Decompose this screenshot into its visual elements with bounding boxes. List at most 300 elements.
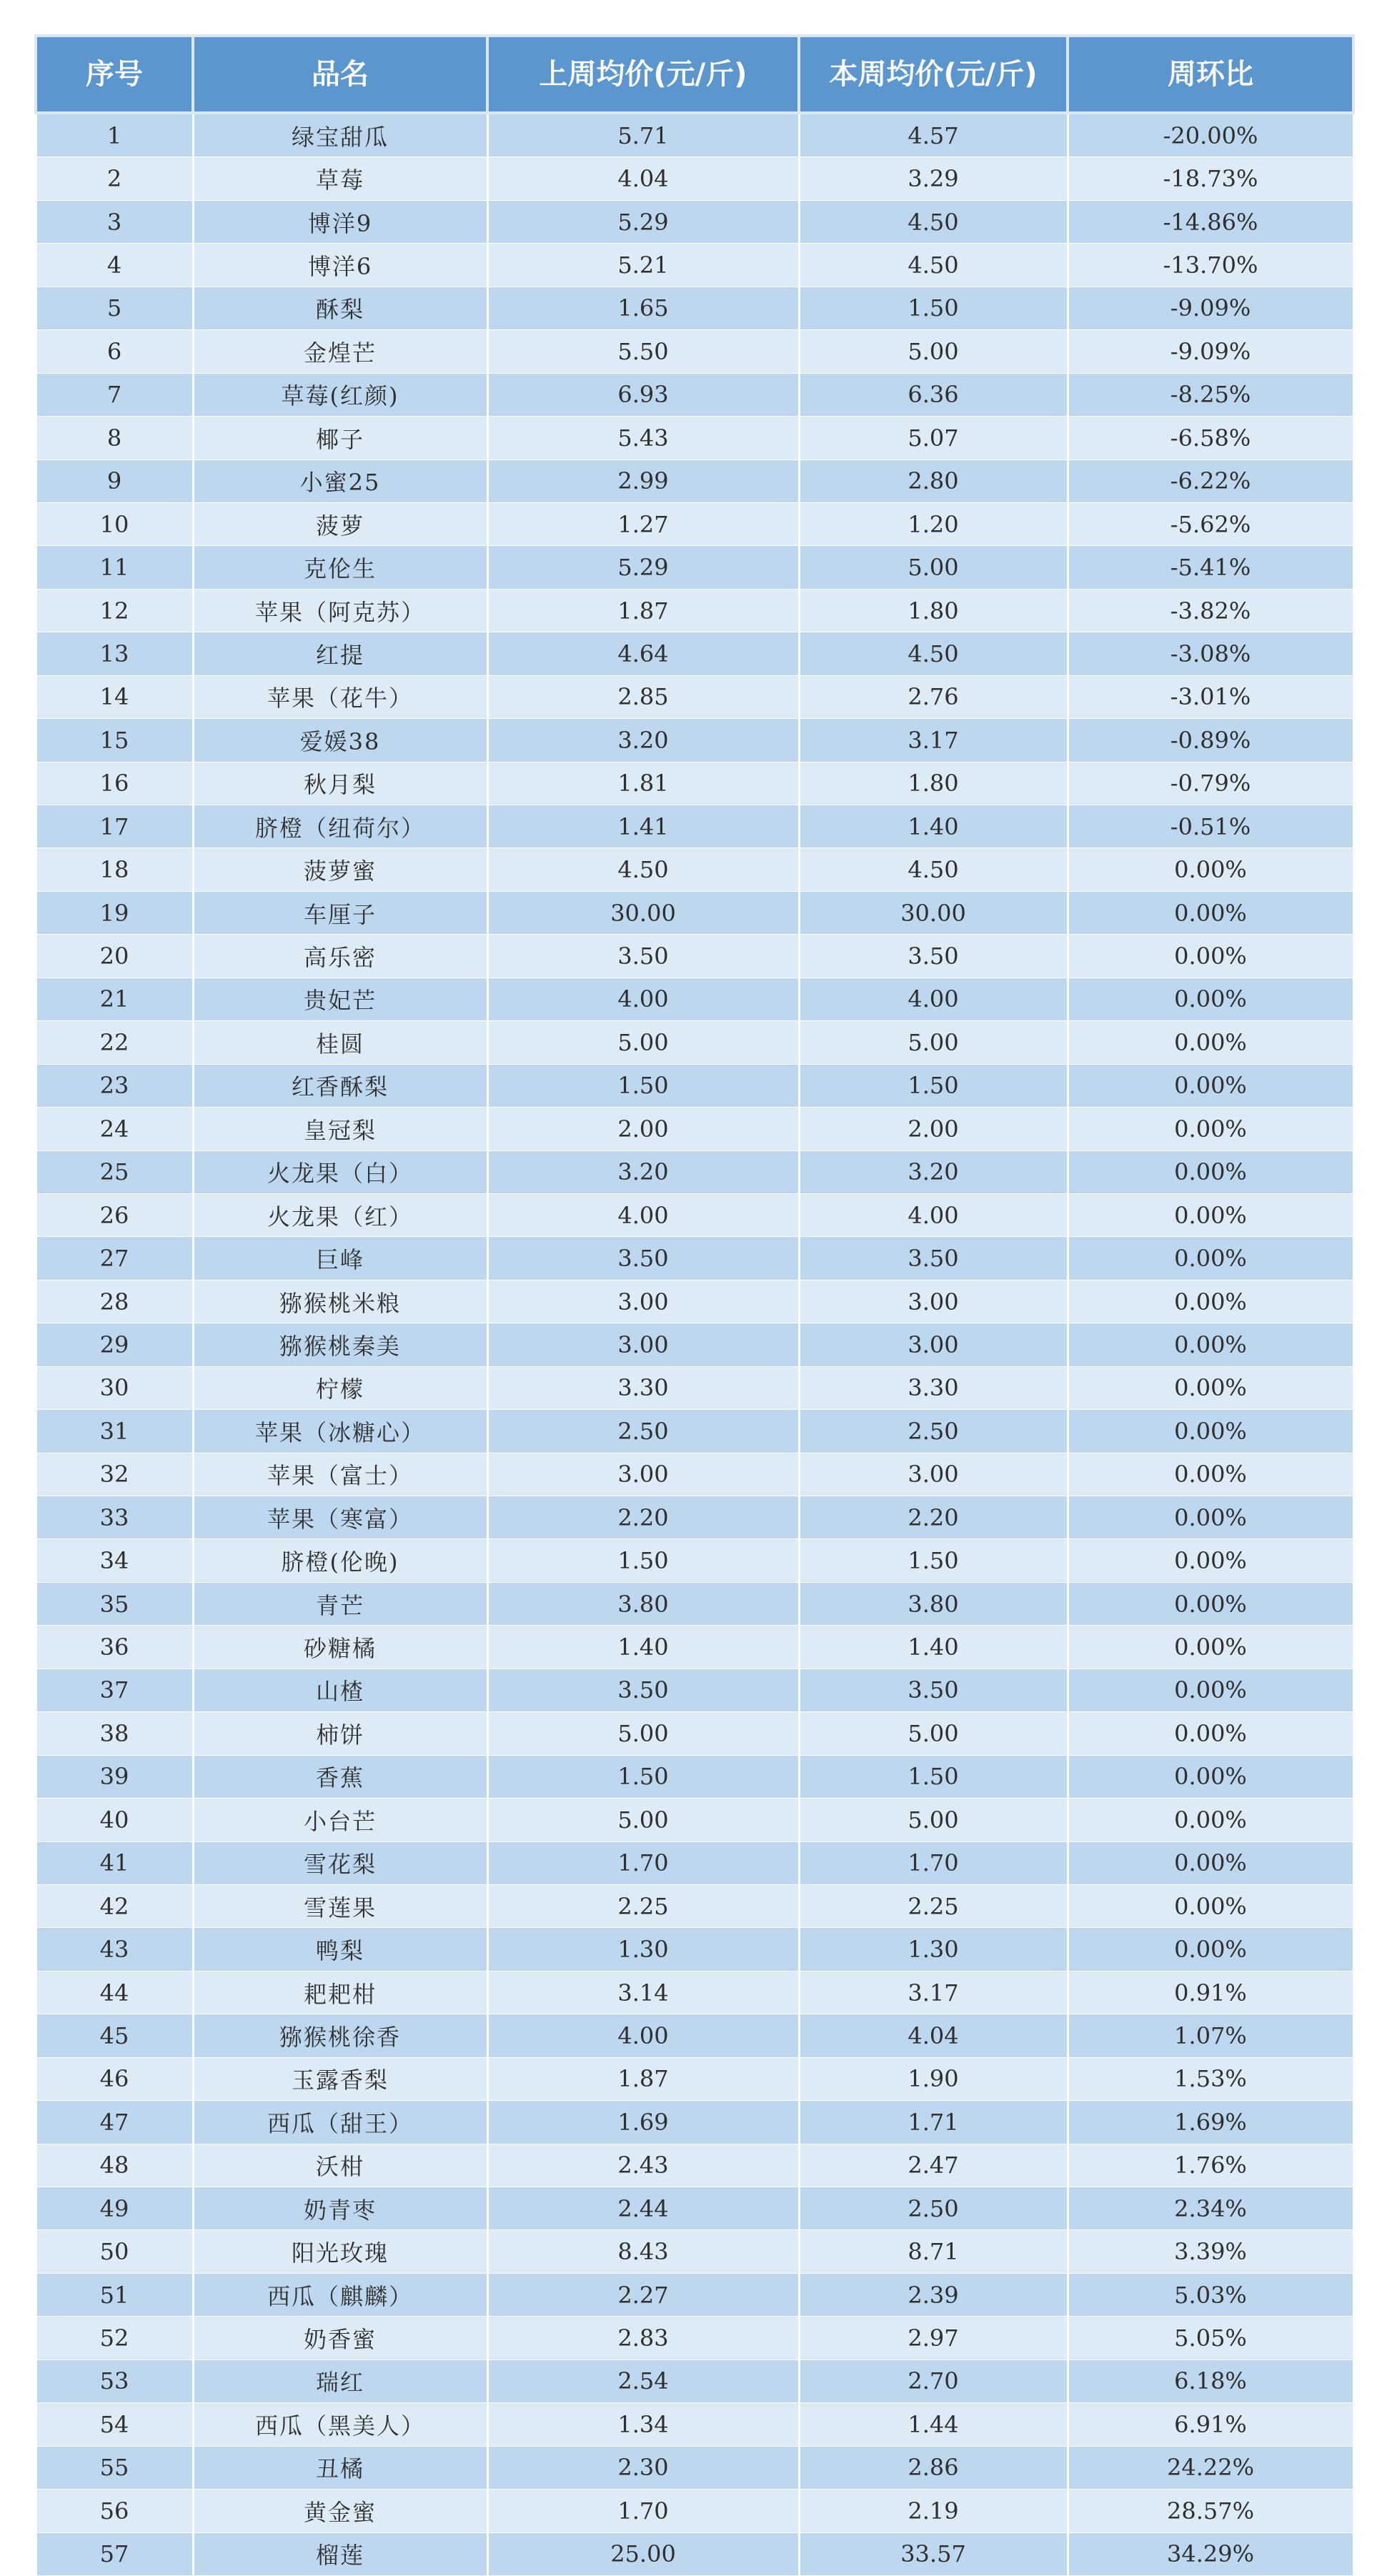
cell-product-name: 苹果（阿克苏） xyxy=(193,589,487,632)
cell-last-week-price: 3.50 xyxy=(487,1669,799,1711)
table-row xyxy=(36,891,1353,934)
cell-product-name: 脐橙(伦晚) xyxy=(193,1539,487,1582)
cell-this-week-price: 1.70 xyxy=(799,1841,1068,1884)
cell-last-week-price: 2.25 xyxy=(487,1884,799,1927)
cell-week-change: 1.53% xyxy=(1068,2057,1353,2100)
cell-last-week-price: 3.50 xyxy=(487,935,799,978)
cell-this-week-price: 1.44 xyxy=(799,2403,1068,2446)
table-row xyxy=(36,200,1353,243)
cell-last-week-price: 1.65 xyxy=(487,287,799,329)
cell-index: 54 xyxy=(36,2403,193,2446)
cell-week-change: -9.09% xyxy=(1068,287,1353,329)
cell-this-week-price: 3.00 xyxy=(799,1280,1068,1323)
cell-index: 51 xyxy=(36,2273,193,2316)
table-row xyxy=(36,1755,1353,1798)
cell-this-week-price: 3.17 xyxy=(799,1971,1068,2014)
cell-week-change: 0.00% xyxy=(1068,1410,1353,1453)
cell-last-week-price: 1.27 xyxy=(487,502,799,545)
table-row xyxy=(36,1496,1353,1539)
table-row xyxy=(36,1108,1353,1150)
cell-product-name: 西瓜（甜王） xyxy=(193,2101,487,2144)
cell-week-change: -0.89% xyxy=(1068,719,1353,762)
cell-last-week-price: 2.83 xyxy=(487,2317,799,2359)
cell-last-week-price: 2.54 xyxy=(487,2359,799,2402)
cell-last-week-price: 1.50 xyxy=(487,1755,799,1798)
table-row xyxy=(36,1193,1353,1236)
cell-product-name: 榴莲 xyxy=(193,2532,487,2575)
table-row xyxy=(36,2273,1353,2316)
cell-week-change: 1.69% xyxy=(1068,2101,1353,2144)
cell-index: 3 xyxy=(36,200,193,243)
cell-week-change: -3.08% xyxy=(1068,632,1353,675)
table-row xyxy=(36,459,1353,502)
cell-product-name: 柿饼 xyxy=(193,1712,487,1755)
table-row xyxy=(36,1582,1353,1625)
cell-this-week-price: 2.39 xyxy=(799,2273,1068,2316)
cell-last-week-price: 4.04 xyxy=(487,157,799,200)
cell-index: 21 xyxy=(36,978,193,1020)
cell-index: 49 xyxy=(36,2187,193,2230)
cell-week-change: 0.00% xyxy=(1068,1064,1353,1107)
cell-index: 29 xyxy=(36,1323,193,1366)
cell-product-name: 桂圆 xyxy=(193,1021,487,1064)
cell-index: 37 xyxy=(36,1669,193,1711)
cell-last-week-price: 3.50 xyxy=(487,1237,799,1280)
table-row xyxy=(36,330,1353,373)
cell-last-week-price: 1.70 xyxy=(487,1841,799,1884)
cell-product-name: 草莓 xyxy=(193,157,487,200)
cell-this-week-price: 1.71 xyxy=(799,2101,1068,2144)
cell-week-change: 28.57% xyxy=(1068,2490,1353,2532)
cell-product-name: 丑橘 xyxy=(193,2446,487,2489)
cell-week-change: 0.00% xyxy=(1068,1928,1353,1971)
cell-index: 31 xyxy=(36,1410,193,1453)
cell-last-week-price: 5.29 xyxy=(487,546,799,589)
cell-this-week-price: 5.00 xyxy=(799,1712,1068,1755)
table-row xyxy=(36,1410,1353,1453)
cell-index: 40 xyxy=(36,1799,193,1841)
cell-last-week-price: 5.21 xyxy=(487,244,799,287)
cell-week-change: 0.91% xyxy=(1068,1971,1353,2014)
table-row xyxy=(36,805,1353,848)
cell-week-change: 3.39% xyxy=(1068,2230,1353,2273)
cell-product-name: 火龙果（红） xyxy=(193,1193,487,1236)
table-row xyxy=(36,2144,1353,2187)
table-row xyxy=(36,244,1353,287)
header-last-week-price: 上周均价(元/斤) xyxy=(487,36,799,113)
table-row xyxy=(36,1280,1353,1323)
cell-index: 6 xyxy=(36,330,193,373)
cell-index: 27 xyxy=(36,1237,193,1280)
cell-index: 30 xyxy=(36,1366,193,1409)
header-row xyxy=(36,36,1353,113)
cell-last-week-price: 1.34 xyxy=(487,2403,799,2446)
table-row xyxy=(36,719,1353,762)
cell-this-week-price: 5.00 xyxy=(799,330,1068,373)
cell-last-week-price: 5.71 xyxy=(487,113,799,157)
cell-index: 26 xyxy=(36,1193,193,1236)
cell-this-week-price: 3.50 xyxy=(799,935,1068,978)
cell-this-week-price: 2.97 xyxy=(799,2317,1068,2359)
cell-week-change: 34.29% xyxy=(1068,2532,1353,2575)
cell-index: 52 xyxy=(36,2317,193,2359)
cell-product-name: 秋月梨 xyxy=(193,762,487,805)
cell-index: 33 xyxy=(36,1496,193,1539)
table-row xyxy=(36,2532,1353,2575)
table-row xyxy=(36,1712,1353,1755)
cell-last-week-price: 8.43 xyxy=(487,2230,799,2273)
cell-this-week-price: 5.00 xyxy=(799,546,1068,589)
cell-last-week-price: 2.44 xyxy=(487,2187,799,2230)
cell-this-week-price: 2.50 xyxy=(799,1410,1068,1453)
cell-last-week-price: 2.85 xyxy=(487,675,799,718)
cell-this-week-price: 2.76 xyxy=(799,675,1068,718)
cell-this-week-price: 5.00 xyxy=(799,1021,1068,1064)
cell-product-name: 脐橙（纽荷尔） xyxy=(193,805,487,848)
cell-index: 46 xyxy=(36,2057,193,2100)
cell-week-change: 0.00% xyxy=(1068,1453,1353,1496)
cell-last-week-price: 3.20 xyxy=(487,1150,799,1193)
table-row xyxy=(36,2490,1353,2532)
cell-last-week-price: 5.29 xyxy=(487,200,799,243)
cell-product-name: 黄金蜜 xyxy=(193,2490,487,2532)
cell-index: 57 xyxy=(36,2532,193,2575)
cell-week-change: 1.76% xyxy=(1068,2144,1353,2187)
cell-this-week-price: 2.70 xyxy=(799,2359,1068,2402)
cell-week-change: 0.00% xyxy=(1068,1755,1353,1798)
cell-product-name: 玉露香梨 xyxy=(193,2057,487,2100)
table-row xyxy=(36,502,1353,545)
cell-index: 36 xyxy=(36,1626,193,1669)
cell-index: 13 xyxy=(36,632,193,675)
cell-this-week-price: 2.19 xyxy=(799,2490,1068,2532)
cell-week-change: 5.05% xyxy=(1068,2317,1353,2359)
cell-week-change: 0.00% xyxy=(1068,1366,1353,1409)
cell-this-week-price: 2.25 xyxy=(799,1884,1068,1927)
cell-index: 42 xyxy=(36,1884,193,1927)
cell-last-week-price: 1.30 xyxy=(487,1928,799,1971)
cell-week-change: 5.03% xyxy=(1068,2273,1353,2316)
cell-index: 4 xyxy=(36,244,193,287)
cell-this-week-price: 1.50 xyxy=(799,1539,1068,1582)
cell-week-change: 0.00% xyxy=(1068,1150,1353,1193)
header-index: 序号 xyxy=(36,36,193,113)
cell-product-name: 猕猴桃米粮 xyxy=(193,1280,487,1323)
cell-this-week-price: 3.00 xyxy=(799,1323,1068,1366)
cell-product-name: 皇冠梨 xyxy=(193,1108,487,1150)
cell-last-week-price: 3.00 xyxy=(487,1323,799,1366)
cell-last-week-price: 2.43 xyxy=(487,2144,799,2187)
table-row xyxy=(36,2359,1353,2402)
table-row xyxy=(36,2403,1353,2446)
cell-last-week-price: 2.00 xyxy=(487,1108,799,1150)
cell-this-week-price: 2.86 xyxy=(799,2446,1068,2489)
cell-index: 28 xyxy=(36,1280,193,1323)
cell-week-change: -6.58% xyxy=(1068,417,1353,459)
cell-index: 45 xyxy=(36,2014,193,2057)
cell-product-name: 博洋9 xyxy=(193,200,487,243)
cell-index: 15 xyxy=(36,719,193,762)
table-row xyxy=(36,1237,1353,1280)
cell-index: 25 xyxy=(36,1150,193,1193)
cell-last-week-price: 4.00 xyxy=(487,978,799,1020)
cell-this-week-price: 4.50 xyxy=(799,200,1068,243)
cell-index: 18 xyxy=(36,848,193,891)
cell-week-change: -18.73% xyxy=(1068,157,1353,200)
cell-this-week-price: 2.47 xyxy=(799,2144,1068,2187)
cell-index: 1 xyxy=(36,113,193,157)
cell-product-name: 砂糖橘 xyxy=(193,1626,487,1669)
cell-product-name: 奶青枣 xyxy=(193,2187,487,2230)
cell-week-change: 0.00% xyxy=(1068,1193,1353,1236)
cell-this-week-price: 1.80 xyxy=(799,589,1068,632)
cell-product-name: 贵妃芒 xyxy=(193,978,487,1020)
cell-week-change: 0.00% xyxy=(1068,1884,1353,1927)
cell-this-week-price: 2.20 xyxy=(799,1496,1068,1539)
cell-this-week-price: 2.80 xyxy=(799,459,1068,502)
cell-week-change: 0.00% xyxy=(1068,1841,1353,1884)
cell-week-change: 1.07% xyxy=(1068,2014,1353,2057)
table-row xyxy=(36,1539,1353,1582)
table-row xyxy=(36,632,1353,675)
cell-product-name: 西瓜（黑美人） xyxy=(193,2403,487,2446)
table-row xyxy=(36,1021,1353,1064)
cell-index: 47 xyxy=(36,2101,193,2144)
cell-product-name: 瑞红 xyxy=(193,2359,487,2402)
cell-product-name: 爱媛38 xyxy=(193,719,487,762)
cell-index: 2 xyxy=(36,157,193,200)
cell-week-change: 0.00% xyxy=(1068,1280,1353,1323)
cell-index: 43 xyxy=(36,1928,193,1971)
cell-last-week-price: 4.64 xyxy=(487,632,799,675)
cell-this-week-price: 1.90 xyxy=(799,2057,1068,2100)
table-row xyxy=(36,1971,1353,2014)
cell-last-week-price: 5.00 xyxy=(487,1799,799,1841)
table-body xyxy=(36,113,1353,2575)
cell-product-name: 酥梨 xyxy=(193,287,487,329)
cell-product-name: 猕猴桃秦美 xyxy=(193,1323,487,1366)
cell-product-name: 雪花梨 xyxy=(193,1841,487,1884)
cell-product-name: 苹果（冰糖心） xyxy=(193,1410,487,1453)
cell-product-name: 巨峰 xyxy=(193,1237,487,1280)
cell-index: 11 xyxy=(36,546,193,589)
cell-this-week-price: 4.00 xyxy=(799,978,1068,1020)
cell-product-name: 鸭梨 xyxy=(193,1928,487,1971)
cell-week-change: 0.00% xyxy=(1068,935,1353,978)
table-row xyxy=(36,1453,1353,1496)
cell-this-week-price: 1.30 xyxy=(799,1928,1068,1971)
cell-this-week-price: 3.00 xyxy=(799,1453,1068,1496)
cell-index: 55 xyxy=(36,2446,193,2489)
cell-index: 24 xyxy=(36,1108,193,1150)
cell-last-week-price: 4.50 xyxy=(487,848,799,891)
cell-last-week-price: 1.41 xyxy=(487,805,799,848)
cell-this-week-price: 1.80 xyxy=(799,762,1068,805)
cell-last-week-price: 4.00 xyxy=(487,1193,799,1236)
cell-last-week-price: 3.80 xyxy=(487,1582,799,1625)
cell-product-name: 小蜜25 xyxy=(193,459,487,502)
header-week-change: 周环比 xyxy=(1068,36,1353,113)
cell-week-change: 2.34% xyxy=(1068,2187,1353,2230)
price-table xyxy=(34,34,1355,2576)
table-row xyxy=(36,2187,1353,2230)
table-row xyxy=(36,373,1353,416)
cell-this-week-price: 3.20 xyxy=(799,1150,1068,1193)
cell-product-name: 苹果（花牛） xyxy=(193,675,487,718)
cell-week-change: 0.00% xyxy=(1068,1669,1353,1711)
cell-last-week-price: 5.00 xyxy=(487,1712,799,1755)
cell-last-week-price: 3.14 xyxy=(487,1971,799,2014)
cell-index: 20 xyxy=(36,935,193,978)
cell-index: 7 xyxy=(36,373,193,416)
table-row xyxy=(36,935,1353,978)
table-row xyxy=(36,1669,1353,1711)
table-row xyxy=(36,1064,1353,1107)
cell-product-name: 火龙果（白） xyxy=(193,1150,487,1193)
cell-week-change: 0.00% xyxy=(1068,1496,1353,1539)
cell-index: 56 xyxy=(36,2490,193,2532)
cell-product-name: 阳光玫瑰 xyxy=(193,2230,487,2273)
cell-index: 8 xyxy=(36,417,193,459)
cell-this-week-price: 1.50 xyxy=(799,1755,1068,1798)
cell-last-week-price: 3.00 xyxy=(487,1280,799,1323)
cell-index: 32 xyxy=(36,1453,193,1496)
cell-index: 9 xyxy=(36,459,193,502)
cell-index: 48 xyxy=(36,2144,193,2187)
table-row xyxy=(36,1799,1353,1841)
table-row xyxy=(36,2101,1353,2144)
cell-product-name: 耙耙柑 xyxy=(193,1971,487,2014)
cell-week-change: -9.09% xyxy=(1068,330,1353,373)
table-row xyxy=(36,113,1353,157)
cell-index: 39 xyxy=(36,1755,193,1798)
cell-this-week-price: 4.50 xyxy=(799,632,1068,675)
cell-index: 44 xyxy=(36,1971,193,2014)
cell-this-week-price: 2.00 xyxy=(799,1108,1068,1150)
cell-this-week-price: 33.57 xyxy=(799,2532,1068,2575)
cell-week-change: 0.00% xyxy=(1068,1237,1353,1280)
cell-last-week-price: 1.81 xyxy=(487,762,799,805)
table-row xyxy=(36,848,1353,891)
cell-week-change: 0.00% xyxy=(1068,1021,1353,1064)
cell-this-week-price: 3.30 xyxy=(799,1366,1068,1409)
cell-this-week-price: 3.50 xyxy=(799,1669,1068,1711)
cell-product-name: 柠檬 xyxy=(193,1366,487,1409)
cell-last-week-price: 1.87 xyxy=(487,2057,799,2100)
cell-index: 23 xyxy=(36,1064,193,1107)
cell-product-name: 西瓜（麒麟） xyxy=(193,2273,487,2316)
table-row xyxy=(36,978,1353,1020)
table-row xyxy=(36,1366,1353,1409)
cell-product-name: 草莓(红颜) xyxy=(193,373,487,416)
cell-this-week-price: 2.50 xyxy=(799,2187,1068,2230)
cell-week-change: 0.00% xyxy=(1068,1582,1353,1625)
cell-this-week-price: 1.40 xyxy=(799,805,1068,848)
table-row xyxy=(36,1884,1353,1927)
cell-this-week-price: 4.00 xyxy=(799,1193,1068,1236)
cell-this-week-price: 4.04 xyxy=(799,2014,1068,2057)
cell-week-change: -6.22% xyxy=(1068,459,1353,502)
cell-week-change: 6.91% xyxy=(1068,2403,1353,2446)
cell-this-week-price: 3.80 xyxy=(799,1582,1068,1625)
table-row xyxy=(36,762,1353,805)
table-row xyxy=(36,2014,1353,2057)
cell-product-name: 金煌芒 xyxy=(193,330,487,373)
cell-product-name: 猕猴桃徐香 xyxy=(193,2014,487,2057)
cell-week-change: -5.41% xyxy=(1068,546,1353,589)
cell-index: 5 xyxy=(36,287,193,329)
cell-index: 14 xyxy=(36,675,193,718)
cell-last-week-price: 5.00 xyxy=(487,1021,799,1064)
cell-this-week-price: 6.36 xyxy=(799,373,1068,416)
cell-index: 50 xyxy=(36,2230,193,2273)
cell-product-name: 博洋6 xyxy=(193,244,487,287)
cell-last-week-price: 3.30 xyxy=(487,1366,799,1409)
cell-last-week-price: 1.70 xyxy=(487,2490,799,2532)
cell-product-name: 绿宝甜瓜 xyxy=(193,113,487,157)
cell-index: 22 xyxy=(36,1021,193,1064)
cell-last-week-price: 1.50 xyxy=(487,1064,799,1107)
cell-product-name: 苹果（寒富） xyxy=(193,1496,487,1539)
cell-product-name: 红提 xyxy=(193,632,487,675)
table-row xyxy=(36,2230,1353,2273)
table-row xyxy=(36,1841,1353,1884)
header-product-name: 品名 xyxy=(193,36,487,113)
cell-week-change: -5.62% xyxy=(1068,502,1353,545)
cell-product-name: 椰子 xyxy=(193,417,487,459)
cell-product-name: 苹果（富士） xyxy=(193,1453,487,1496)
cell-last-week-price: 2.27 xyxy=(487,2273,799,2316)
cell-this-week-price: 1.20 xyxy=(799,502,1068,545)
cell-week-change: 0.00% xyxy=(1068,1799,1353,1841)
cell-last-week-price: 5.50 xyxy=(487,330,799,373)
cell-last-week-price: 1.69 xyxy=(487,2101,799,2144)
table-header xyxy=(36,36,1353,113)
cell-product-name: 高乐密 xyxy=(193,935,487,978)
cell-last-week-price: 3.00 xyxy=(487,1453,799,1496)
cell-this-week-price: 1.40 xyxy=(799,1626,1068,1669)
cell-this-week-price: 1.50 xyxy=(799,287,1068,329)
table-row xyxy=(36,1928,1353,1971)
cell-product-name: 菠萝蜜 xyxy=(193,848,487,891)
cell-index: 35 xyxy=(36,1582,193,1625)
cell-this-week-price: 4.57 xyxy=(799,113,1068,157)
cell-product-name: 菠萝 xyxy=(193,502,487,545)
table-row xyxy=(36,287,1353,329)
cell-last-week-price: 4.00 xyxy=(487,2014,799,2057)
cell-week-change: -14.86% xyxy=(1068,200,1353,243)
cell-product-name: 奶香蜜 xyxy=(193,2317,487,2359)
cell-week-change: -13.70% xyxy=(1068,244,1353,287)
cell-last-week-price: 2.50 xyxy=(487,1410,799,1453)
cell-last-week-price: 30.00 xyxy=(487,891,799,934)
table-row xyxy=(36,2317,1353,2359)
cell-week-change: 0.00% xyxy=(1068,978,1353,1020)
cell-last-week-price: 6.93 xyxy=(487,373,799,416)
cell-index: 10 xyxy=(36,502,193,545)
cell-index: 12 xyxy=(36,589,193,632)
cell-week-change: 0.00% xyxy=(1068,1712,1353,1755)
cell-this-week-price: 4.50 xyxy=(799,848,1068,891)
cell-this-week-price: 30.00 xyxy=(799,891,1068,934)
cell-this-week-price: 4.50 xyxy=(799,244,1068,287)
table-row xyxy=(36,1323,1353,1366)
cell-last-week-price: 1.40 xyxy=(487,1626,799,1669)
cell-last-week-price: 1.87 xyxy=(487,589,799,632)
cell-this-week-price: 5.07 xyxy=(799,417,1068,459)
cell-last-week-price: 25.00 xyxy=(487,2532,799,2575)
table-row xyxy=(36,2446,1353,2489)
